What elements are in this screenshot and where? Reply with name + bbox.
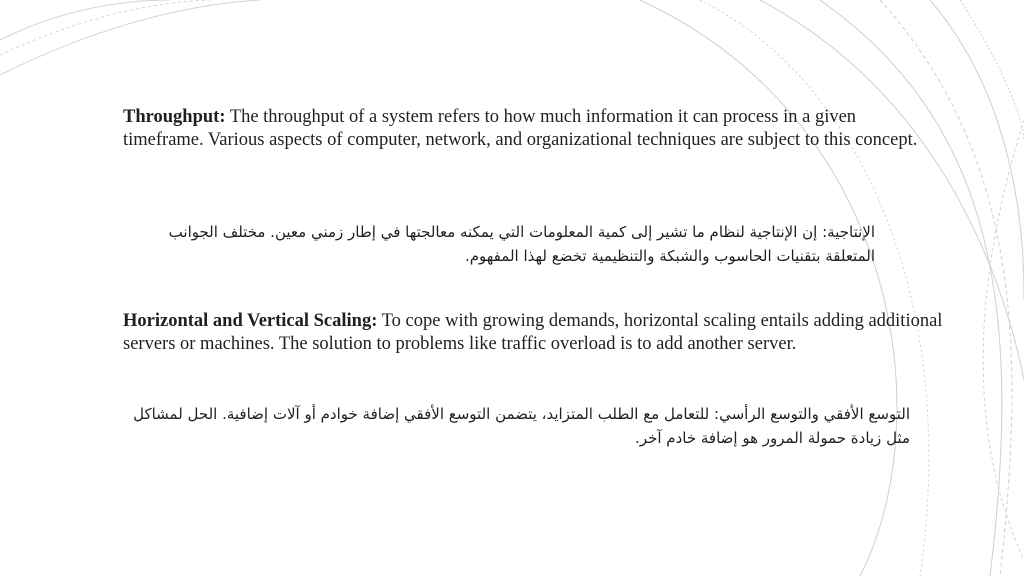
scaling-term: Horizontal and Vertical Scaling:	[123, 311, 378, 331]
throughput-term: Throughput:	[123, 107, 226, 127]
top-left-arcs	[0, 0, 260, 75]
throughput-english-paragraph	[123, 106, 923, 152]
scaling-english-text: To cope with growing demands, horizontal scaling entails adding additional servers or machines. The solution to problems like traffic overload is to add another server.	[123, 311, 943, 354]
throughput-arabic-paragraph: الإنتاجية: إن الإنتاجية لنظام ما تشير إلى كمية المعلومات التي يمكنه معالجتها في إطار زمني معين. مختلف الجوانب المتعلقة بتقنيات الحاسوب والشبكة والتنظيمية تخضع لهذا المفهوم.	[168, 223, 875, 265]
right-arcs	[640, 0, 1024, 576]
scaling-arabic-paragraph: التوسع الأفقي والتوسع الرأسي: للتعامل مع الطلب المتزايد، يتضمن التوسع الأفقي إضافة خوادم أو آلات إضافية. الحل لمشاكل مثل زيادة حمولة المرور هو إضافة خادم آخر.	[133, 405, 910, 447]
throughput-english-text: The throughput of a system refers to how much information it can process in a given timeframe. Various aspects of computer, network, and organizational techniques are subject to this concept.	[123, 107, 918, 150]
scaling-english-paragraph	[123, 310, 943, 356]
